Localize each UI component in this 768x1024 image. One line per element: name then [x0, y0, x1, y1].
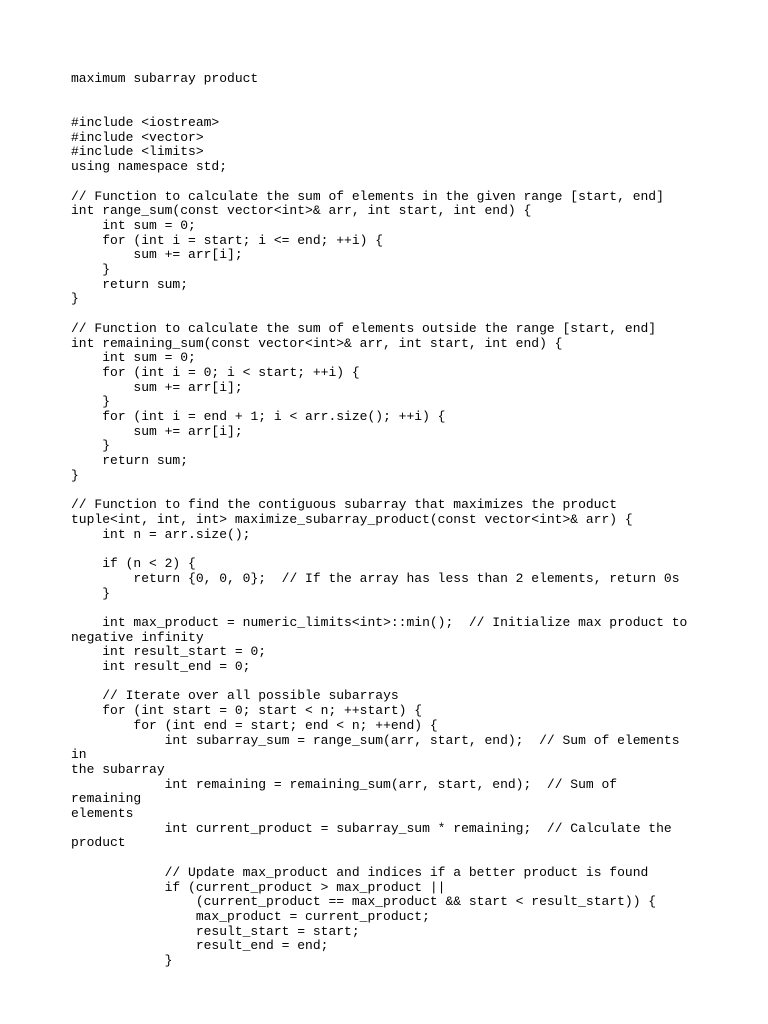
document-title: maximum subarray product — [71, 71, 259, 86]
code-listing: #include <iostream> #include <vector> #include <limits> using namespace std; // Function to calculate the sum of elements in the given range [start, end] int range_sum(const vector<int>& arr, int start, int end) { int sum = 0; for (int i = start; i <= end; ++i) { sum += arr[i]; } return sum; } // Function to calculate the sum of elements outside the range [start, end] int remaining_sum(const vector<int>& arr, int start, int end) { int sum = 0; for (int i = 0; i < start; ++i) { sum += arr[i]; } for (int i = end + 1; i < arr.size(); ++i) { sum += arr[i]; } return sum; } // Function to find the contiguous subarray that maximizes the product tuple<int, int, int> maximize_subarray_product(const vector<int>& arr) { int n = arr.size(); if (n < 2) { return {0, 0, 0}; // If the array has less than 2 elements, return 0s } int max_product = numeric_limits<int>::min(); // Initialize max product to negative infinity int result_start = 0; int result_end = 0; // Iterate over all possible subarrays for (int start = 0; start < n; ++start) { for (int end = start; end < n; ++end) { int subarray_sum = range_sum(arr, start, end); // Sum of elements in the subarray int remaining = remaining_sum(arr, start, end); // Sum of remaining elements int current_product = subarray_sum * remaining; // Calculate the product // Update max_product and indices if a better product is found if (current_product > max_product || (current_product == max_product && start < result_start)) { max_product = current_product; result_start = start; result_end = end; } — [71, 115, 688, 969]
